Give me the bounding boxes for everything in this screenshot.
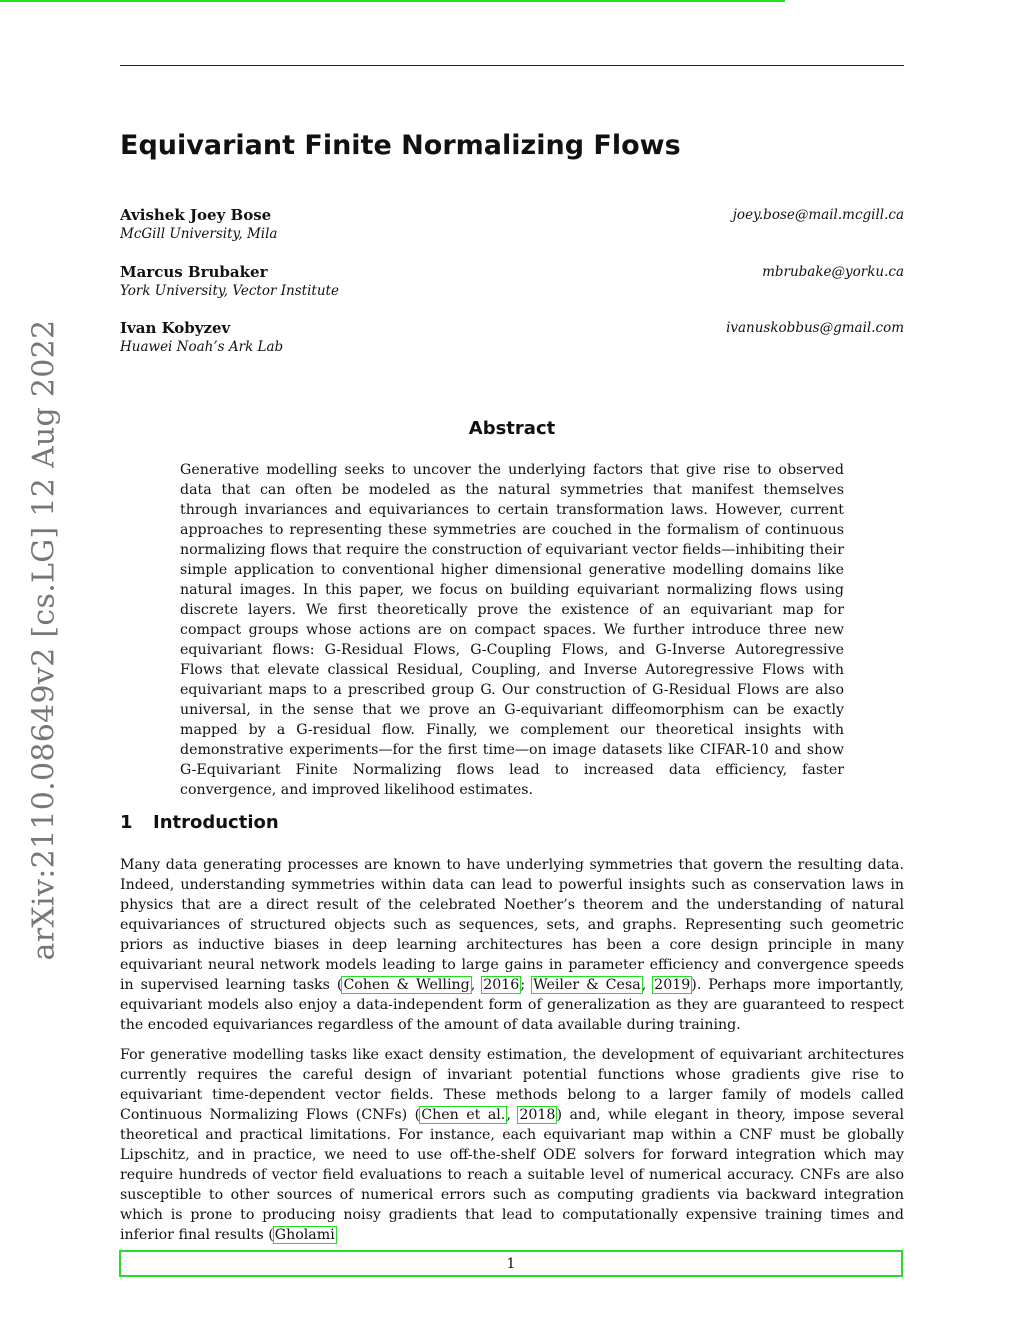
author-block <box>120 263 904 301</box>
header-rule <box>120 65 904 66</box>
author-name: Marcus Brubaker <box>120 263 268 281</box>
citation-link[interactable]: 2018 <box>519 1107 556 1123</box>
author-email: mbrubake@yorku.ca <box>762 264 904 280</box>
citation-link[interactable]: 2019 <box>654 977 691 993</box>
citation-link[interactable]: 2016 <box>483 977 520 993</box>
citation-link[interactable]: Weiler & Cesa <box>533 977 641 993</box>
introduction-paragraph-1 <box>120 855 904 1035</box>
footer-highlight-box <box>119 1250 903 1277</box>
abstract-heading: Abstract <box>468 418 556 439</box>
section-number: 1 <box>120 812 133 833</box>
citation-separator: , <box>506 1107 519 1123</box>
author-affiliation: Huawei Noah’s Ark Lab <box>120 339 284 355</box>
paragraph-text: ) and, while elegant in theory, impose several theoretical and practical limitations. For instance, each equivariant map within a CNF must be globally Lipschitz, and in practice, we need to use off-the-shelf ODE solvers for forward integration which may require hundreds of vector field evaluations to reach a suitable level of numerical accuracy. CNFs are also susceptible to other sources of numerical errors such as computing gradients via backward integration which is prone to producing noisy gradients that lead to computationally expensive training times and inferior final results ( <box>120 1107 904 1243</box>
author-block <box>120 319 904 357</box>
paragraph-text: For generative modelling tasks like exact density estimation, the development of equivariant architectures currently requires the careful design of invariant potential functions whose gradients give rise to equivariant time-dependent vector fields. These methods belong to a larger family of models called Continuous Normalizing Flows (CNFs) ( <box>120 1047 904 1123</box>
citation-link[interactable]: Gholami <box>274 1227 335 1243</box>
author-block <box>120 206 904 244</box>
section-heading-introduction <box>120 812 279 833</box>
author-name: Ivan Kobyzev <box>120 319 231 337</box>
paragraph-text: Many data generating processes are known to have underlying symmetries that govern the resulting data. Indeed, understanding symmetries within data can lead to powerful insights such as conservation laws in physics that are a direct result of the celebrated Noether’s theorem and the understanding of natural equivariances of structured objects such as sequences, sets, and graphs. Representing such geometric priors as inductive biases in deep learning architectures has been a core design principle in many equivariant neural network models leading to large gains in parameter efficiency and convergence speeds in supervised learning tasks ( <box>120 857 904 993</box>
paragraph-text: ). Perhaps more importantly, equivariant models also enjoy a data-independent form of generalization as they are guaranteed to respect the encoded equivariances regardless of the amount of data available during training. <box>120 977 904 1033</box>
author-name: Avishek Joey Bose <box>120 206 272 224</box>
abstract-text: Generative modelling seeks to uncover the underlying factors that give rise to observed data that can often be modeled as the natural symmetries that manifest themselves through invariances and equivariances to certain transformation laws. However, current approaches to representing these symmetries are couched in the formalism of continuous normalizing flows that require the construction of equivariant vector fields—inhibiting their simple application to conventional higher dimensional generative modelling domains like natural images. In this paper, we focus on building equivariant normalizing flows using discrete layers. We first theoretically prove the existence of an equivariant map for compact groups whose actions are on compact spaces. We further introduce three new equivariant flows: G-Residual Flows, G-Coupling Flows, and G-Inverse Autoregressive Flows that elevate classical Residual, Coupling, and Inverse Autoregressive Flows with equivariant maps to a prescribed group G. Our construction of G-Residual Flows are also universal, in the sense that we prove an G-equivariant diffeomorphism can be exactly mapped by a G-residual flow. Finally, we complement our theoretical insights with demonstrative experiments—for the first time—on image datasets like CIFAR-10 and show G-Equivariant Finite Normalizing flows lead to increased data efficiency, faster convergence, and improved likelihood estimates. <box>180 462 844 798</box>
top-highlight-line <box>0 0 785 2</box>
author-affiliation: McGill University, Mila <box>120 226 278 242</box>
page-number: 1 <box>506 1256 516 1272</box>
introduction-paragraph-2 <box>120 1045 904 1245</box>
citation-link[interactable]: Chen et al. <box>421 1107 506 1123</box>
section-title: Introduction <box>153 812 279 833</box>
citation-separator: ; <box>520 977 533 993</box>
citation-link[interactable]: Cohen & Welling <box>343 977 470 993</box>
author-email: ivanuskobbus@gmail.com <box>726 320 904 336</box>
paper-title: Equivariant Finite Normalizing Flows <box>120 130 681 161</box>
author-email: joey.bose@mail.mcgill.ca <box>732 207 904 223</box>
citation-separator: , <box>470 977 483 993</box>
arxiv-identifier-stamp: arXiv:2110.08649v2 [cs.LG] 12 Aug 2022 <box>26 319 62 961</box>
author-affiliation: York University, Vector Institute <box>120 283 339 299</box>
citation-separator: , <box>641 977 654 993</box>
